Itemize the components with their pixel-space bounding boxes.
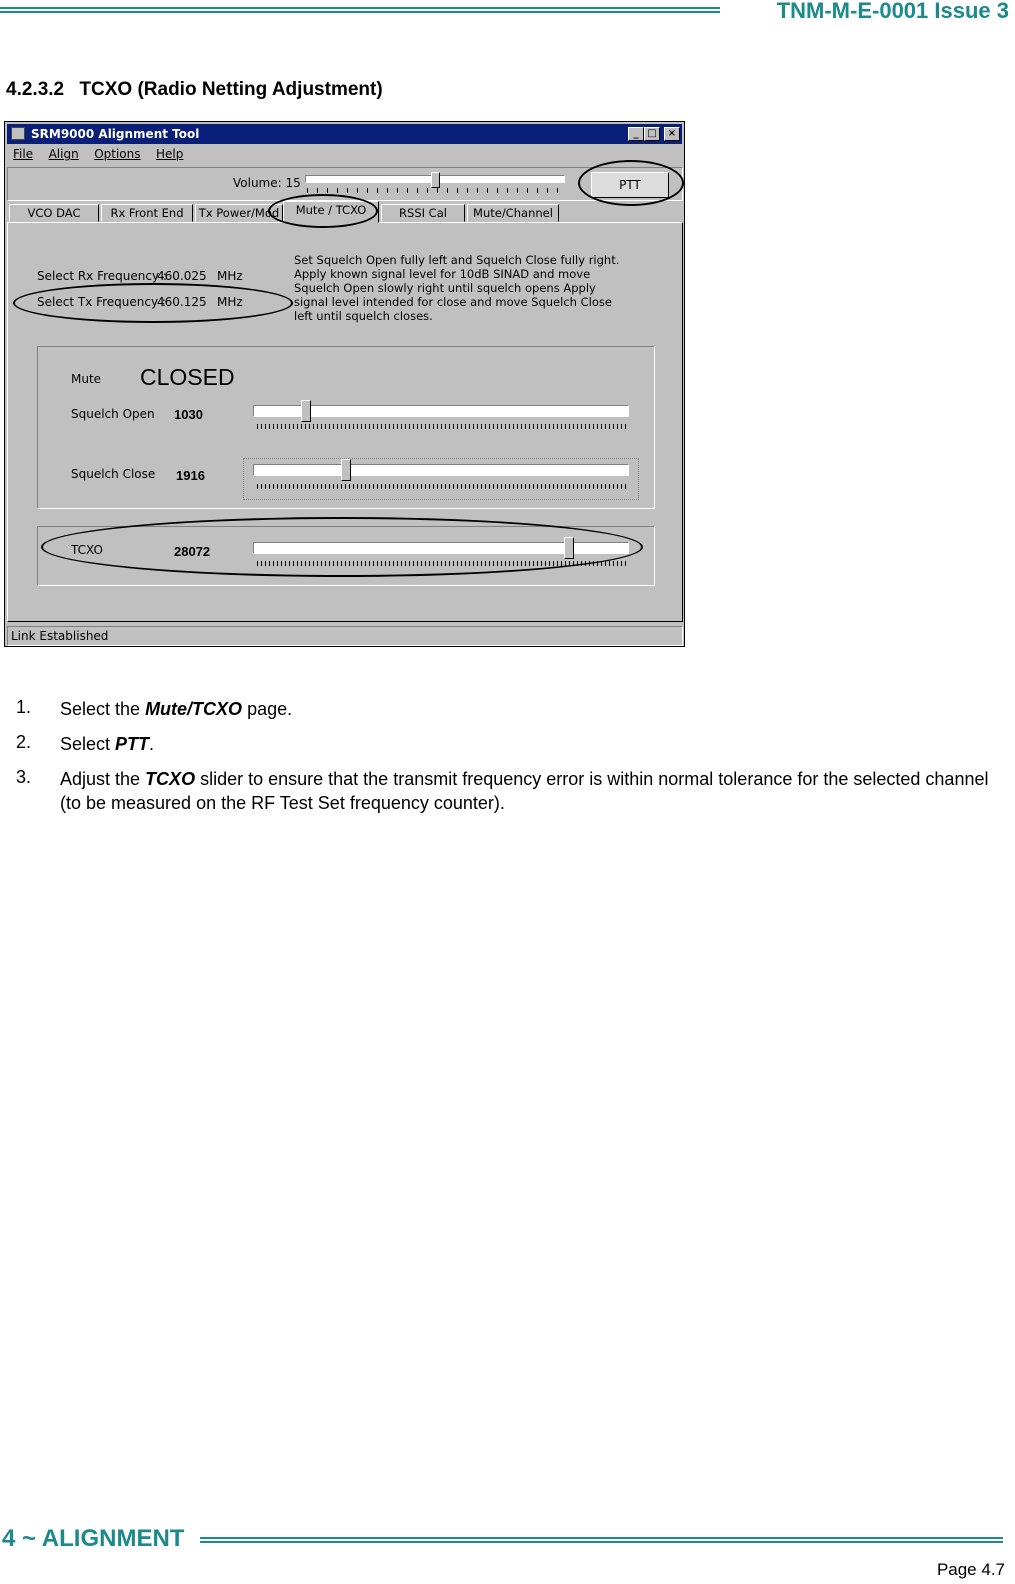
tab-rx-front-end[interactable]: Rx Front End: [101, 204, 193, 222]
section-title: TCXO (Radio Netting Adjustment): [79, 79, 383, 100]
squelch-open-value: 1030: [174, 407, 203, 422]
menu-help[interactable]: Help: [156, 147, 184, 161]
step-number: 3.: [16, 767, 32, 787]
chapter-title: 4 ~ ALIGNMENT: [2, 1525, 185, 1552]
alignment-tool-window: [4, 121, 685, 647]
tab-tx-power-mod[interactable]: Tx Power/Mod: [195, 204, 283, 222]
tcxo-slider-ticks: [257, 561, 627, 566]
squelch-close-label: Squelch Close: [71, 467, 156, 481]
squelch-close-slider-track[interactable]: [253, 464, 629, 476]
step-text: Adjust the: [60, 769, 146, 789]
step-item: [16, 697, 996, 721]
minimize-button[interactable]: _: [628, 127, 644, 141]
footer-rule: [200, 1537, 1003, 1543]
tcxo-group: [37, 526, 655, 586]
maximize-button[interactable]: □: [644, 127, 660, 141]
step-emphasis: PTT: [115, 734, 150, 754]
volume-label: Volume: 15: [233, 176, 301, 190]
mute-label: Mute: [71, 372, 102, 386]
step-number: 2.: [16, 732, 32, 752]
step-number: 1.: [16, 697, 32, 717]
status-bar: [7, 626, 683, 646]
squelch-close-slider-ticks: [257, 484, 627, 489]
page-number: Page 4.7: [936, 1560, 1005, 1579]
ptt-button[interactable]: PTT: [591, 172, 669, 198]
close-button[interactable]: ×: [664, 127, 680, 141]
menu-bar: [13, 147, 195, 161]
volume-panel: [7, 167, 683, 201]
menu-file[interactable]: File: [13, 147, 34, 161]
tcxo-value: 28072: [174, 544, 211, 559]
instruction-steps: [16, 697, 996, 826]
tx-frequency-value[interactable]: 460.125: [157, 295, 207, 309]
squelch-open-slider-thumb[interactable]: [301, 400, 311, 422]
rx-frequency-label: Select Rx Frequency :: [37, 269, 167, 283]
tab-vco-dac[interactable]: VCO DAC: [9, 204, 99, 222]
tx-frequency-unit: MHz: [217, 295, 243, 309]
menu-options[interactable]: Options: [94, 147, 141, 161]
volume-slider-ticks: [307, 188, 565, 193]
squelch-open-slider-ticks: [257, 424, 627, 429]
step-emphasis: Mute/TCXO: [145, 699, 243, 719]
window-titlebar: [7, 124, 682, 144]
squelch-instructions: Set Squelch Open fully left and Squelch Close fully right. Apply known signal level for 10dB SINAD and move Squelch Open slowly right until squelch opens Apply signal level intended for close and move Squelch Close left until squelch closes.: [294, 253, 620, 323]
tab-mute-channel[interactable]: Mute/Channel: [467, 204, 559, 222]
rx-frequency-value[interactable]: 460.025: [157, 269, 207, 283]
window-title: SRM9000 Alignment Tool: [31, 127, 200, 141]
squelch-close-slider-thumb[interactable]: [341, 459, 351, 481]
step-emphasis: TCXO: [145, 769, 196, 789]
app-icon: [11, 127, 25, 140]
step-text: Select: [60, 734, 116, 754]
squelch-open-label: Squelch Open: [71, 407, 155, 421]
squelch-close-value: 1916: [176, 468, 205, 483]
tab-rssi-cal[interactable]: RSSI Cal: [381, 204, 465, 222]
step-text: slider to ensure that the transmit frequency error is within normal tolerance for the selected channel (to be measured on the RF Test Set frequency counter).: [60, 769, 989, 813]
section-heading: [6, 79, 383, 101]
volume-slider-thumb[interactable]: [431, 172, 440, 188]
section-number: 4.2.3.2: [6, 79, 65, 100]
step-item: [16, 732, 996, 756]
mute-state: CLOSED: [140, 364, 235, 390]
step-text: Select the: [60, 699, 146, 719]
tcxo-slider-thumb[interactable]: [564, 537, 574, 559]
tx-frequency-label: Select Tx Frequency :: [37, 295, 166, 309]
step-item: [16, 767, 996, 815]
step-text: .: [149, 734, 155, 754]
status-text: Link Established: [11, 629, 109, 643]
tab-mute-tcxo[interactable]: Mute / TCXO: [283, 201, 379, 223]
header-rule: [0, 7, 720, 13]
tcxo-label: TCXO: [71, 543, 103, 557]
step-text: page.: [242, 699, 293, 719]
menu-align[interactable]: Align: [48, 147, 79, 161]
document-id: TNM-M-E-0001 Issue 3: [776, 0, 1009, 23]
rx-frequency-unit: MHz: [217, 269, 243, 283]
